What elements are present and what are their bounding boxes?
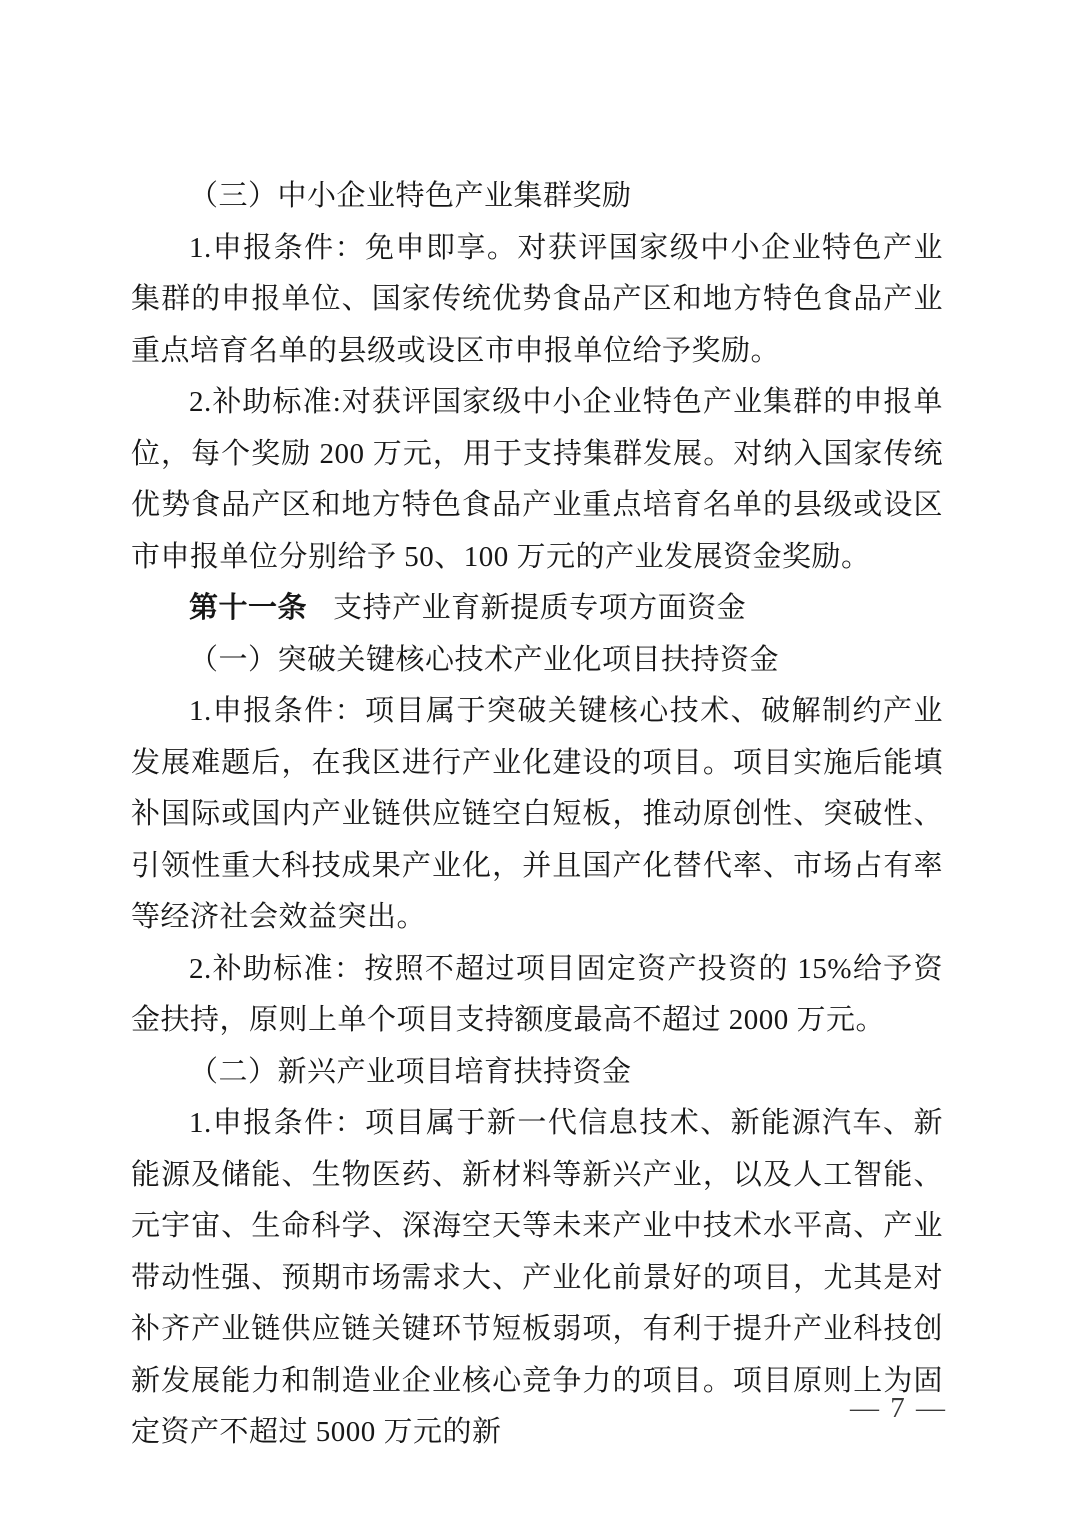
paragraph-application-conditions-emerging: 1.申报条件：项目属于新一代信息技术、新能源汽车、新能源及储能、生物医药、新材料等新兴产业，以及人工智能、元宇宙、生命科学、深海空天等未来产业中技术水平高、产业带动性强、预期市场需求大、产业化前景好的项目，尤其是对补齐产业链供应链关键环节短板弱项，有利于提升产业科技创新发展能力和制造业企业核心竞争力的项目。项目原则上为固定资产不超过 5000 万元的新 [131, 1107, 943, 1448]
paragraph-application-conditions-cluster: 1.申报条件：免申即享。对获评国家级中小企业特色产业集群的申报单位、国家传统优势食品产区和地方特色食品产业重点培育名单的县级或设区市申报单位给予奖励。 [131, 231, 943, 367]
article-11-number: 第十一条 [189, 592, 308, 624]
document-body [131, 171, 943, 1459]
section-heading-one-key-tech: （一）突破关键核心技术产业化项目扶持资金 [189, 643, 780, 676]
paragraph-application-conditions-key-tech: 1.申报条件：项目属于突破关键核心技术、破解制约产业发展难题后，在我区进行产业化建设的项目。项目实施后能填补国际或国内产业链供应链空白短板，推动原创性、突破性、引领性重大科技成果产业化，并且国产化替代率、市场占有率等经济社会效益突出。 [131, 695, 943, 933]
section-heading-two-emerging-industry: （二）新兴产业项目培育扶持资金 [189, 1055, 632, 1088]
article-11-title: 支持产业育新提质专项方面资金 [333, 592, 747, 624]
article-11-heading [131, 583, 943, 635]
page-number: — 7 — [850, 1392, 947, 1424]
section-heading-three: （三）中小企业特色产业集群奖励 [189, 180, 632, 212]
paragraph-subsidy-standard-key-tech: 2.补助标准：按照不超过项目固定资产投资的 15%给予资金扶持，原则上单个项目支持额度最高不超过 2000 万元。 [131, 952, 943, 1036]
paragraph-subsidy-standard-cluster: 2.补助标准:对获评国家级中小企业特色产业集群的申报单位，每个奖励 200 万元，用于支持集群发展。对纳入国家传统优势食品产区和地方特色食品产业重点培育名单的县级或设区市申报单位分别给予 50、100 万元的产业发展资金奖励。 [131, 386, 943, 573]
